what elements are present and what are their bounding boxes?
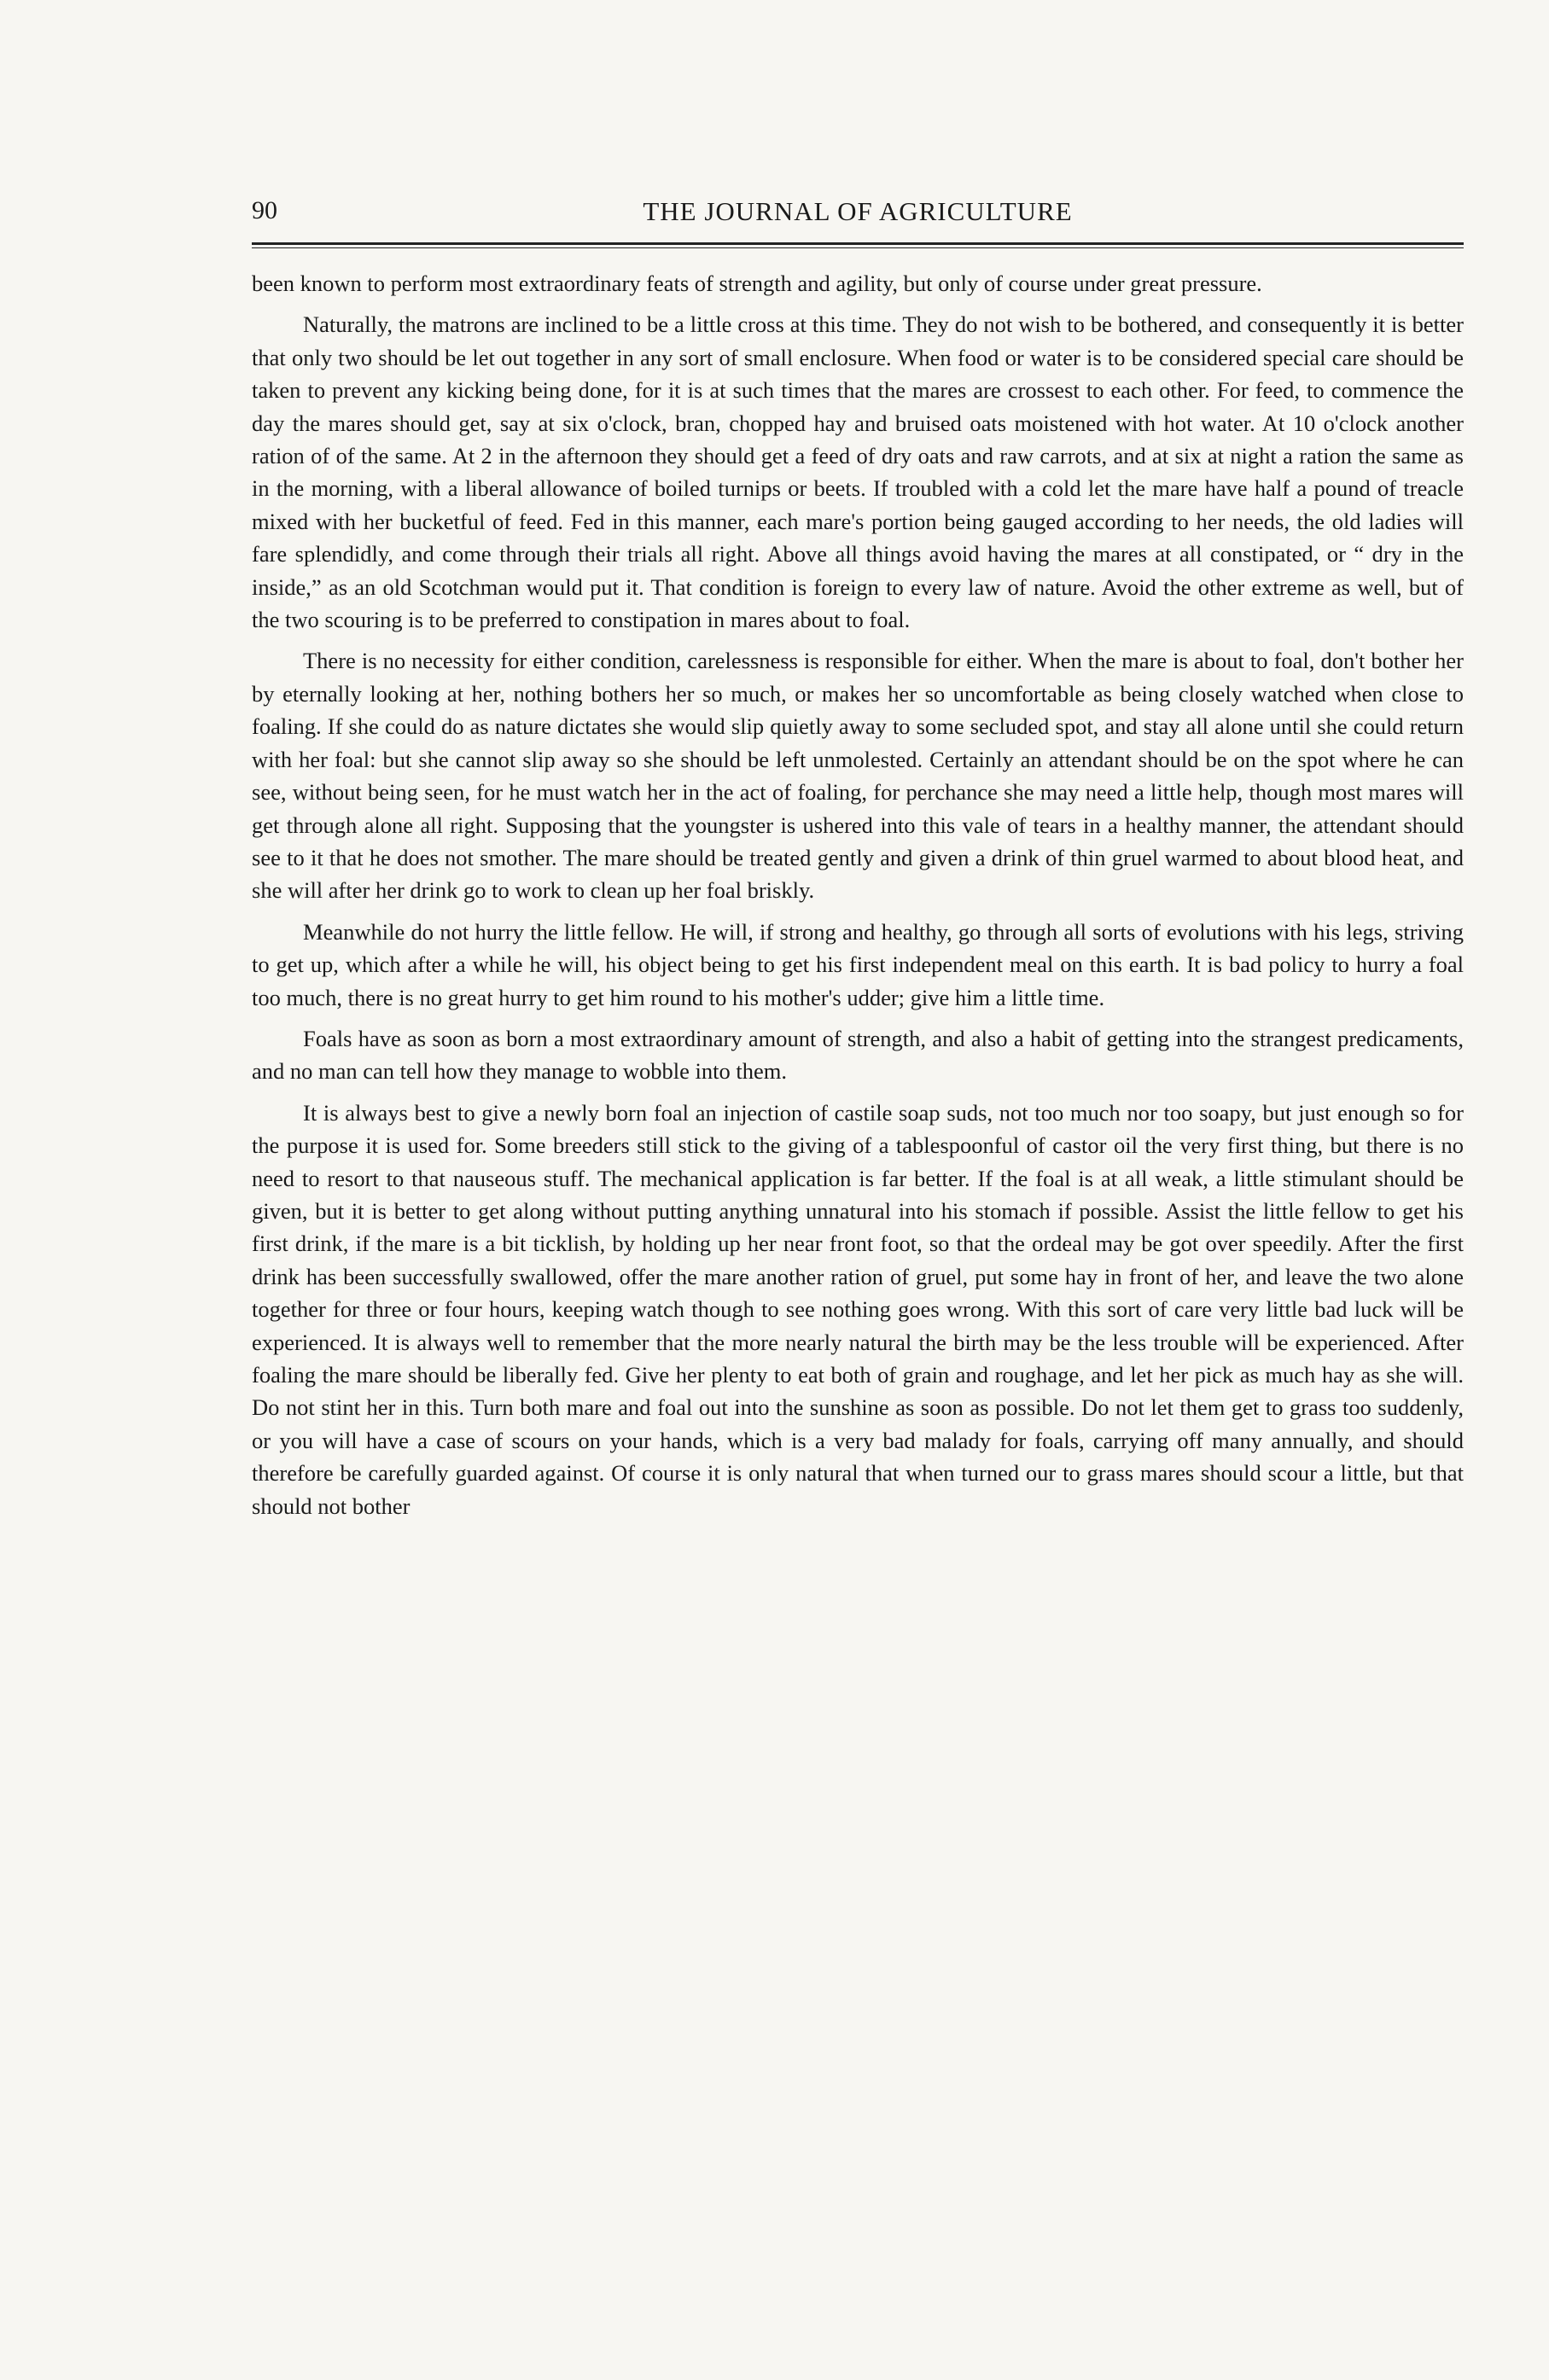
article-body (252, 267, 1464, 1522)
header-rule (252, 242, 1464, 248)
page-number: 90 (252, 196, 277, 224)
paragraph: Foals have as soon as born a most extraordinary amount of strength, and also a habit of getting into the strangest predicaments, and no man can tell how they manage to wobble into them. (252, 1025, 1464, 1085)
journal-page (252, 196, 1464, 1531)
paragraph: been known to perform most extraordinary feats of strength and agility, but only of course under great pressure. (252, 271, 1262, 296)
paragraph: Meanwhile do not hurry the little fellow. He will, if strong and healthy, go through all sorts of evolutions with his legs, striving to get up, which after a while he will, his object being to get his first independent meal on this earth. It is bad policy to hurry a foal too much, there is no great hurry to get him round to his mother's udder; give him a little time. (252, 918, 1464, 1010)
page-header (252, 196, 1464, 239)
paragraph: Naturally, the matrons are inclined to be a little cross at this time. They do not wish to be bothered, and consequently it is better that only two should be let out together in any sort of small enclosure. When food or water is to be considered special care should be taken to prevent any kicking being done, for it is at such times that the mares are crossest to each other. For feed, to commence the day the mares should get, say at six o'clock, bran, chopped hay and bruised oats moistened with hot water. At 10 o'clock another ration of of the same. At 2 in the afternoon they should get a feed of dry oats and raw carrots, and at six at night a ration the same as in the morning, with a liberal allowance of boiled turnips or beets. If troubled with a cold let the mare have half a pound of treacle mixed with her bucketful of feed. Fed in this manner, each mare's portion being gauged according to her needs, the old ladies will fare splendidly, and come through their trials all right. Above all things avoid having the mares at all constipated, or “ dry in the inside,” as an old Scotchman would put it. That condition is foreign to every law of nature. Avoid the other extreme as well, but of the two scouring is to be preferred to constipation in mares about to foal. (252, 311, 1464, 633)
journal-title: THE JOURNAL OF AGRICULTURE (643, 196, 1073, 226)
paragraph: There is no necessity for either condition, carelessness is responsible for either. When the mare is about to foal, don't bother her by eternally looking at her, nothing bothers her so much, or makes her so uncomfortable as being closely watched when close to foaling. If she could do as nature dictates she would slip quietly away to some secluded spot, and stay all alone until she could return with her foal: but she cannot slip away so she should be left unmolested. Certainly an attendant should be on the spot where he can see, without being seen, for he must watch her in the act of foaling, for perchance she may need a little help, though most mares will get through alone all right. Supposing that the youngster is ushered into this vale of tears in a healthy manner, the attendant should see to it that he does not smother. The mare should be treated gently and given a drink of thin gruel warmed to about blood heat, and she will after her drink go to work to clean up her foal briskly. (252, 648, 1464, 904)
paragraph: It is always best to give a newly born foal an injection of castile soap suds, not too much nor too soapy, but just enough so for the purpose it is used for. Some breeders still stick to the giving of a tablespoonful of castor oil the very first thing, but there is no need to resort to that nauseous stuff. The mechanical application is far better. If the foal is at all weak, a little stimulant should be given, but it is better to get along without putting anything unnatural into his stomach if possible. Assist the little fellow to get his first drink, if the mare is a bit ticklish, by holding up her near front foot, so that the ordeal may be got over speedily. After the first drink has been successfully swallowed, offer the mare another ration of gruel, put some hay in front of her, and leave the two alone together for three or four hours, keeping watch though to see nothing goes wrong. With this sort of care very little bad luck will be experienced. It is always well to remember that the more nearly natural the birth may be the less trouble will be experienced. After foaling the mare should be liberally fed. Give her plenty to eat both of grain and roughage, and let her pick as much hay as she will. Do not stint her in this. Turn both mare and foal out into the sunshine as soon as possible. Do not let them get to grass too suddenly, or you will have a case of scours on your hands, which is a very bad malady for foals, carrying off many annually, and should therefore be carefully guarded against. Of course it is only natural that when turned our to grass mares should scour a little, but that should not bother (252, 1099, 1464, 1519)
